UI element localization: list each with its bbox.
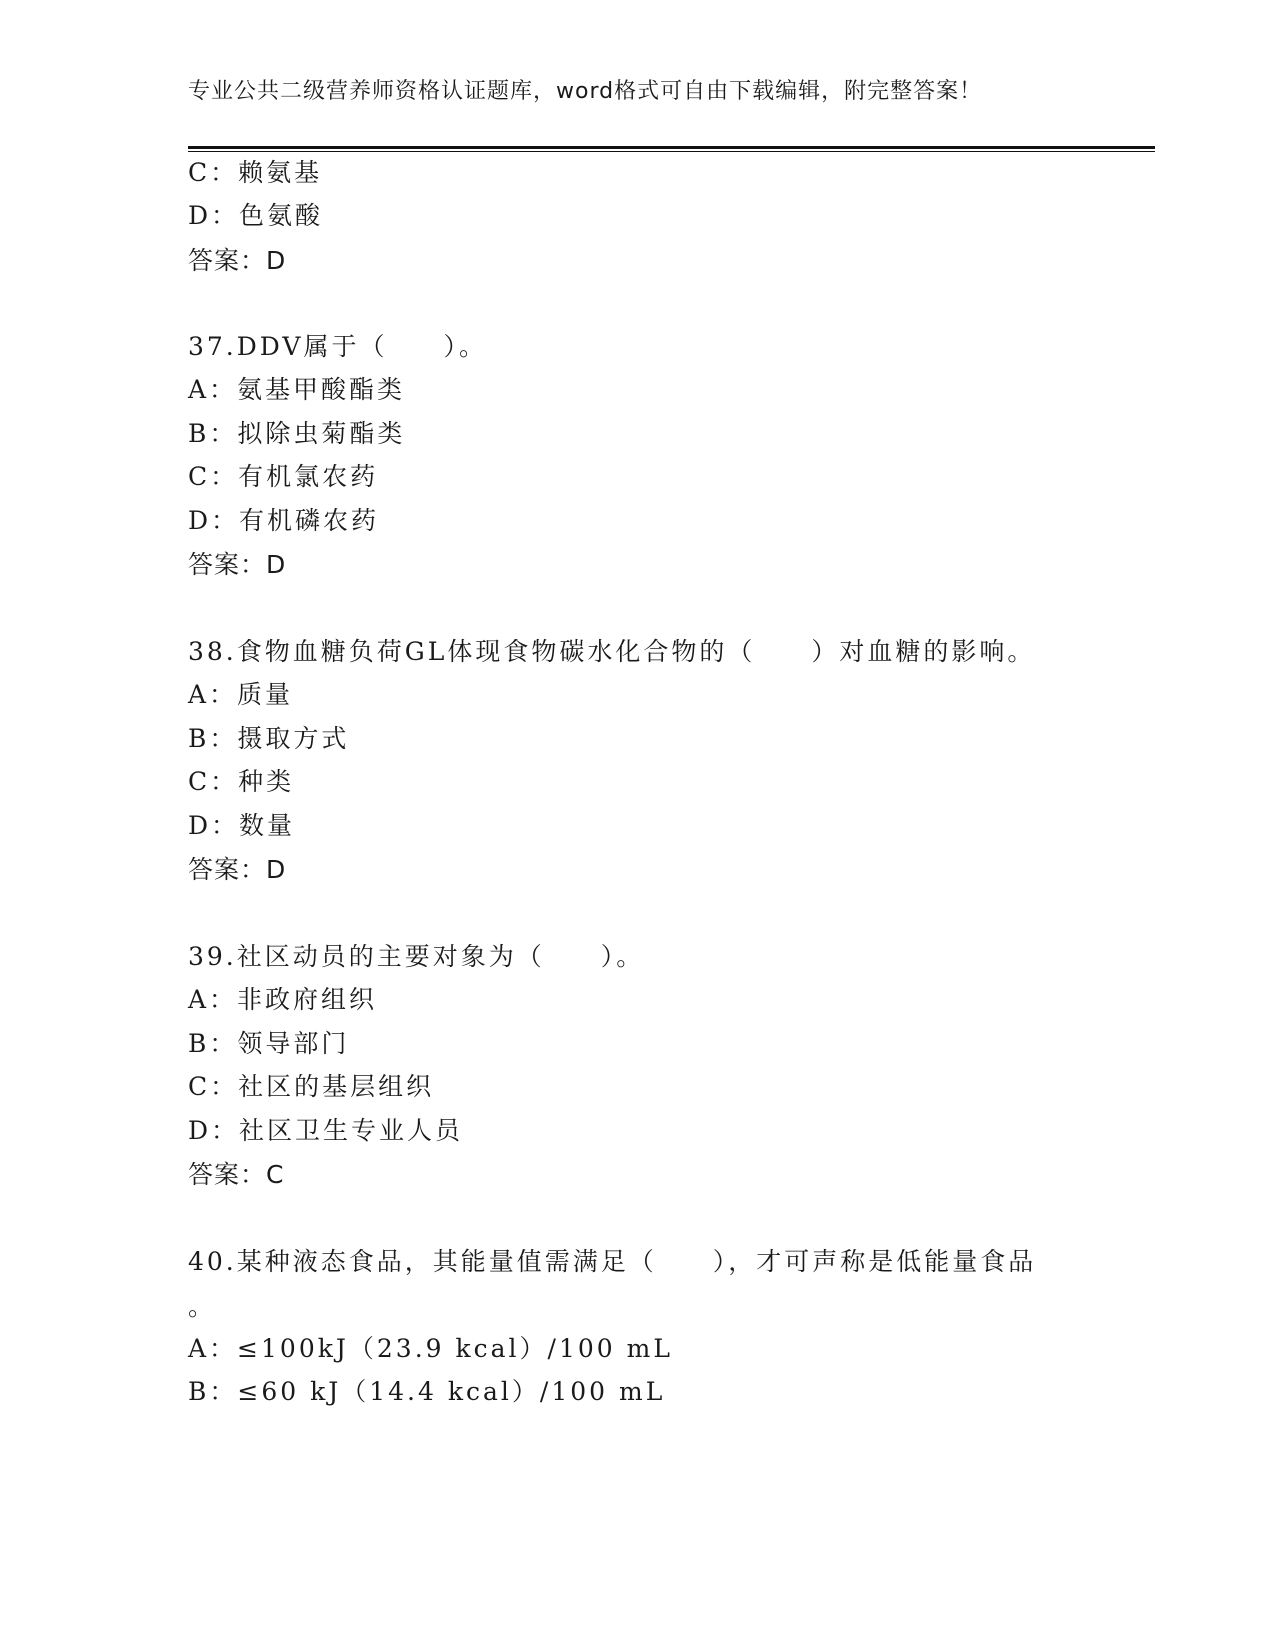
option-b: B：领导部门 (188, 1029, 350, 1058)
question-40-stem: 40.某种液态食品，其能量值需满足（ ），才可声称是低能量食品 (188, 1247, 1037, 1276)
question-37-stem: 37.DDV属于（ ）。 (188, 332, 487, 361)
option-a: A：氨基甲酸酯类 (188, 375, 406, 404)
question-40-stem-continuation: 。 (188, 1292, 217, 1321)
question-38-stem: 38.食物血糖负荷GL体现食物碳水化合物的（ ）对血糖的影响。 (188, 637, 1036, 666)
option-d: D：社区卫生专业人员 (188, 1116, 464, 1145)
option-c: C：赖氨基 (188, 158, 323, 187)
option-c: C：种类 (188, 767, 295, 796)
option-d: D：数量 (188, 811, 296, 840)
option-a: A：质量 (188, 680, 294, 709)
answer-line: 答案：D (188, 855, 287, 884)
answer-line: 答案：D (188, 550, 287, 579)
option-b: B：摄取方式 (188, 724, 350, 753)
question-39-stem: 39.社区动员的主要对象为（ ）。 (188, 942, 645, 971)
header-rule-thick (188, 146, 1155, 149)
answer-line: 答案：D (188, 246, 287, 275)
option-d: D：色氨酸 (188, 201, 324, 230)
page-header: 专业公共二级营养师资格认证题库，word格式可自由下载编辑，附完整答案！ (188, 79, 983, 104)
option-b: B：≤60 kJ（14.4 kcal）/100 mL (188, 1377, 666, 1406)
header-rule-thin (188, 151, 1155, 152)
option-c: C：有机氯农药 (188, 462, 379, 491)
option-b: B：拟除虫菊酯类 (188, 419, 406, 448)
option-d: D：有机磷农药 (188, 506, 380, 535)
option-a: A：≤100kJ（23.9 kcal）/100 mL (188, 1334, 673, 1363)
option-a: A：非政府组织 (188, 985, 378, 1014)
answer-line: 答案：C (188, 1160, 285, 1189)
option-c: C：社区的基层组织 (188, 1072, 435, 1101)
